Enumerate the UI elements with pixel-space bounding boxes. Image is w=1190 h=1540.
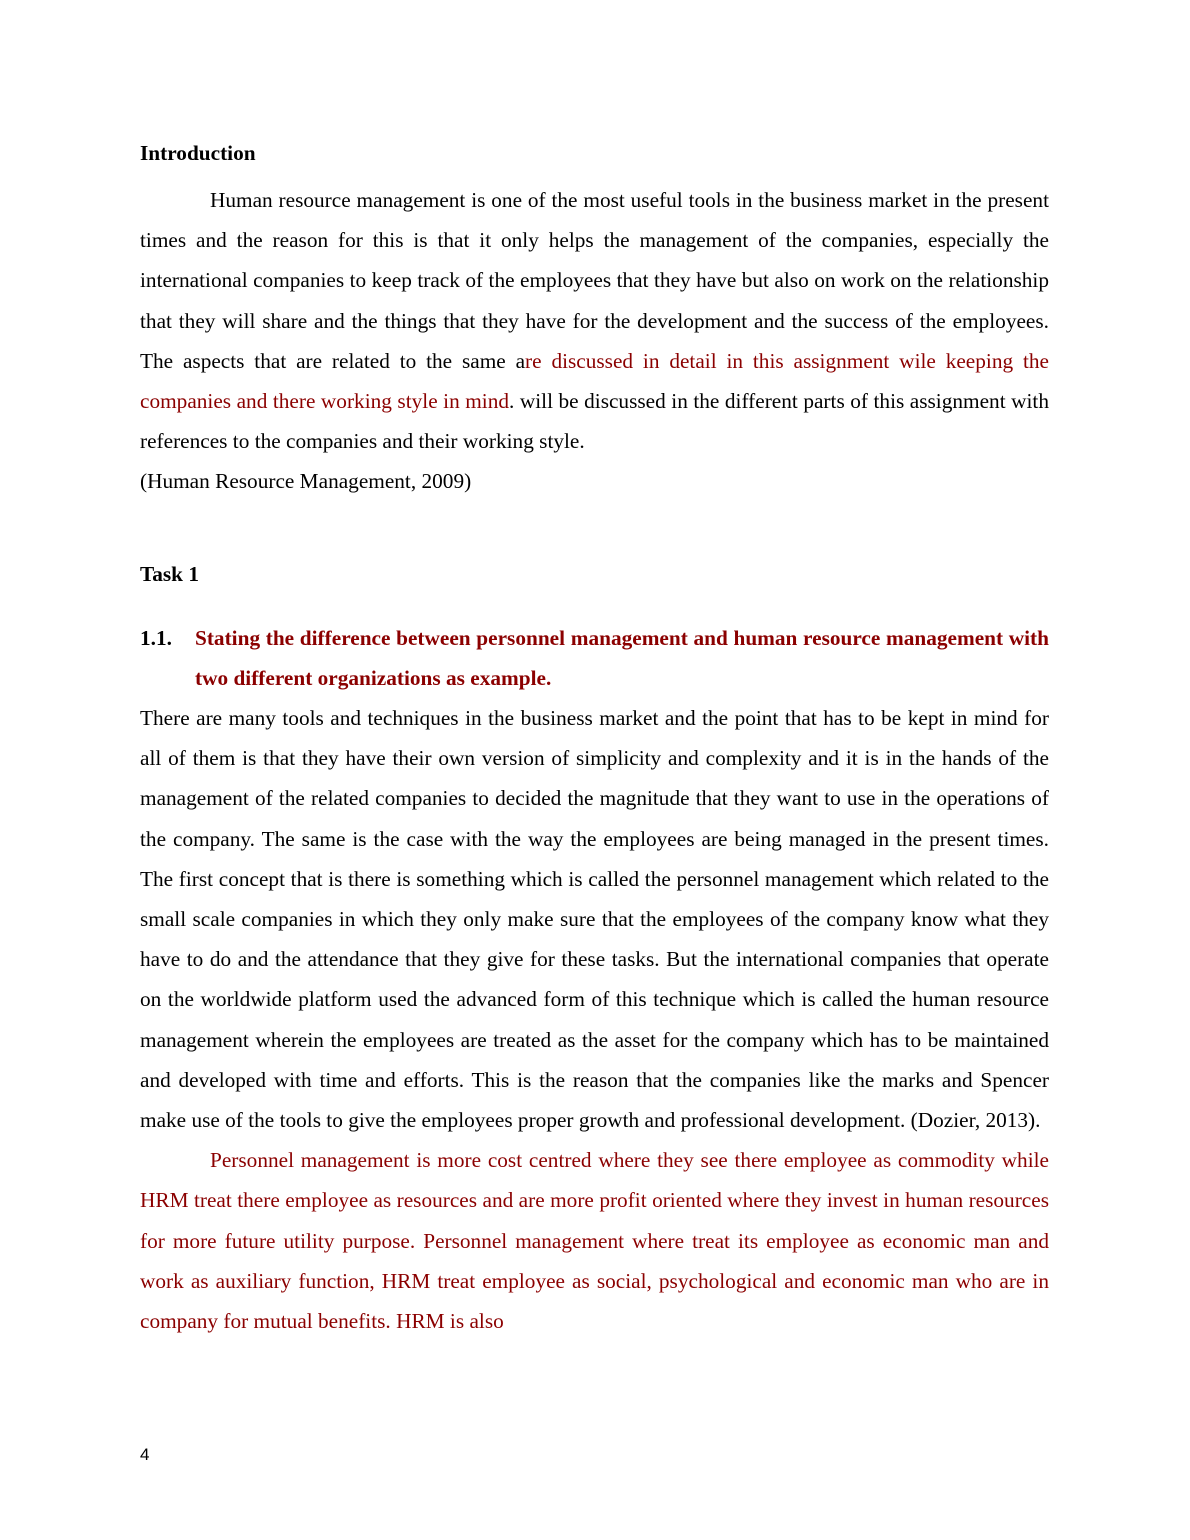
intro-text-black-1: Human resource management is one of the most useful tools in the business market in the present times and the reason for this is that it only helps the management of the companies, especially the international companies to keep track of the employees that they have but also on work on the relationship that they will share and the things that they have for the development and the success of the employees. The aspects that are related to the same a — [140, 188, 1049, 373]
introduction-citation: (Human Resource Management, 2009) — [140, 469, 472, 494]
document-page — [140, 137, 1049, 1341]
section-1-1-heading — [140, 618, 1049, 698]
task-1-paragraph-2: Personnel management is more cost centred where they see there employee as commodity while HRM treat there employee as resources and are more profit oriented where they invest in human resources for more future utility purpose. Personnel management where treat its employee as economic man and work as auxiliary function, HRM treat employee as social, psychological and economic man who are in company for mutual benefits. HRM is also — [140, 1148, 1049, 1334]
task-1-paragraph-1-text: There are many tools and techniques in the business market and the point that has to be kept in mind for all of them is that they have their own version of simplicity and complexity and it is in the hands of the management of the related companies to decided the magnitude that they want to use in the operations of the company. The same is the case with the way the employees are being managed in the present times. The first concept that is there is something which is called the personnel management which related to the small scale companies in which they only make sure that the employees of the company know what they have to do and the attendance that they give for these tasks. But the international companies that operate on the worldwide platform used the advanced form of this technique which is called the human resource management wherein the employees are treated as the asset for the company which has to be maintained and developed with time and efforts. This is the reason that the companies like the marks and Spencer make use of the tools to give the employees proper growth and professional development. — [140, 706, 1049, 1133]
introduction-paragraph — [140, 180, 1049, 461]
introduction-heading: Introduction — [140, 141, 256, 165]
section-number: 1.1. — [140, 625, 172, 650]
page-number: 4 — [140, 1445, 150, 1464]
section-title: Stating the difference between personnel management and human resource management with two different organizations as example. — [195, 625, 1049, 690]
intro-text-black-2: . will be discussed in the different parts of this assignment with references to the companies and their working style. — [140, 389, 1049, 454]
task-1-paragraph-1-citation: (Dozier, 2013). — [905, 1108, 1041, 1133]
intro-text-highlighted: re discussed in detail in this assignment wile keeping the companies and there working style in mind — [140, 348, 1049, 414]
task-1-heading: Task 1 — [140, 561, 200, 586]
task-1-paragraph-1 — [140, 698, 1049, 1140]
